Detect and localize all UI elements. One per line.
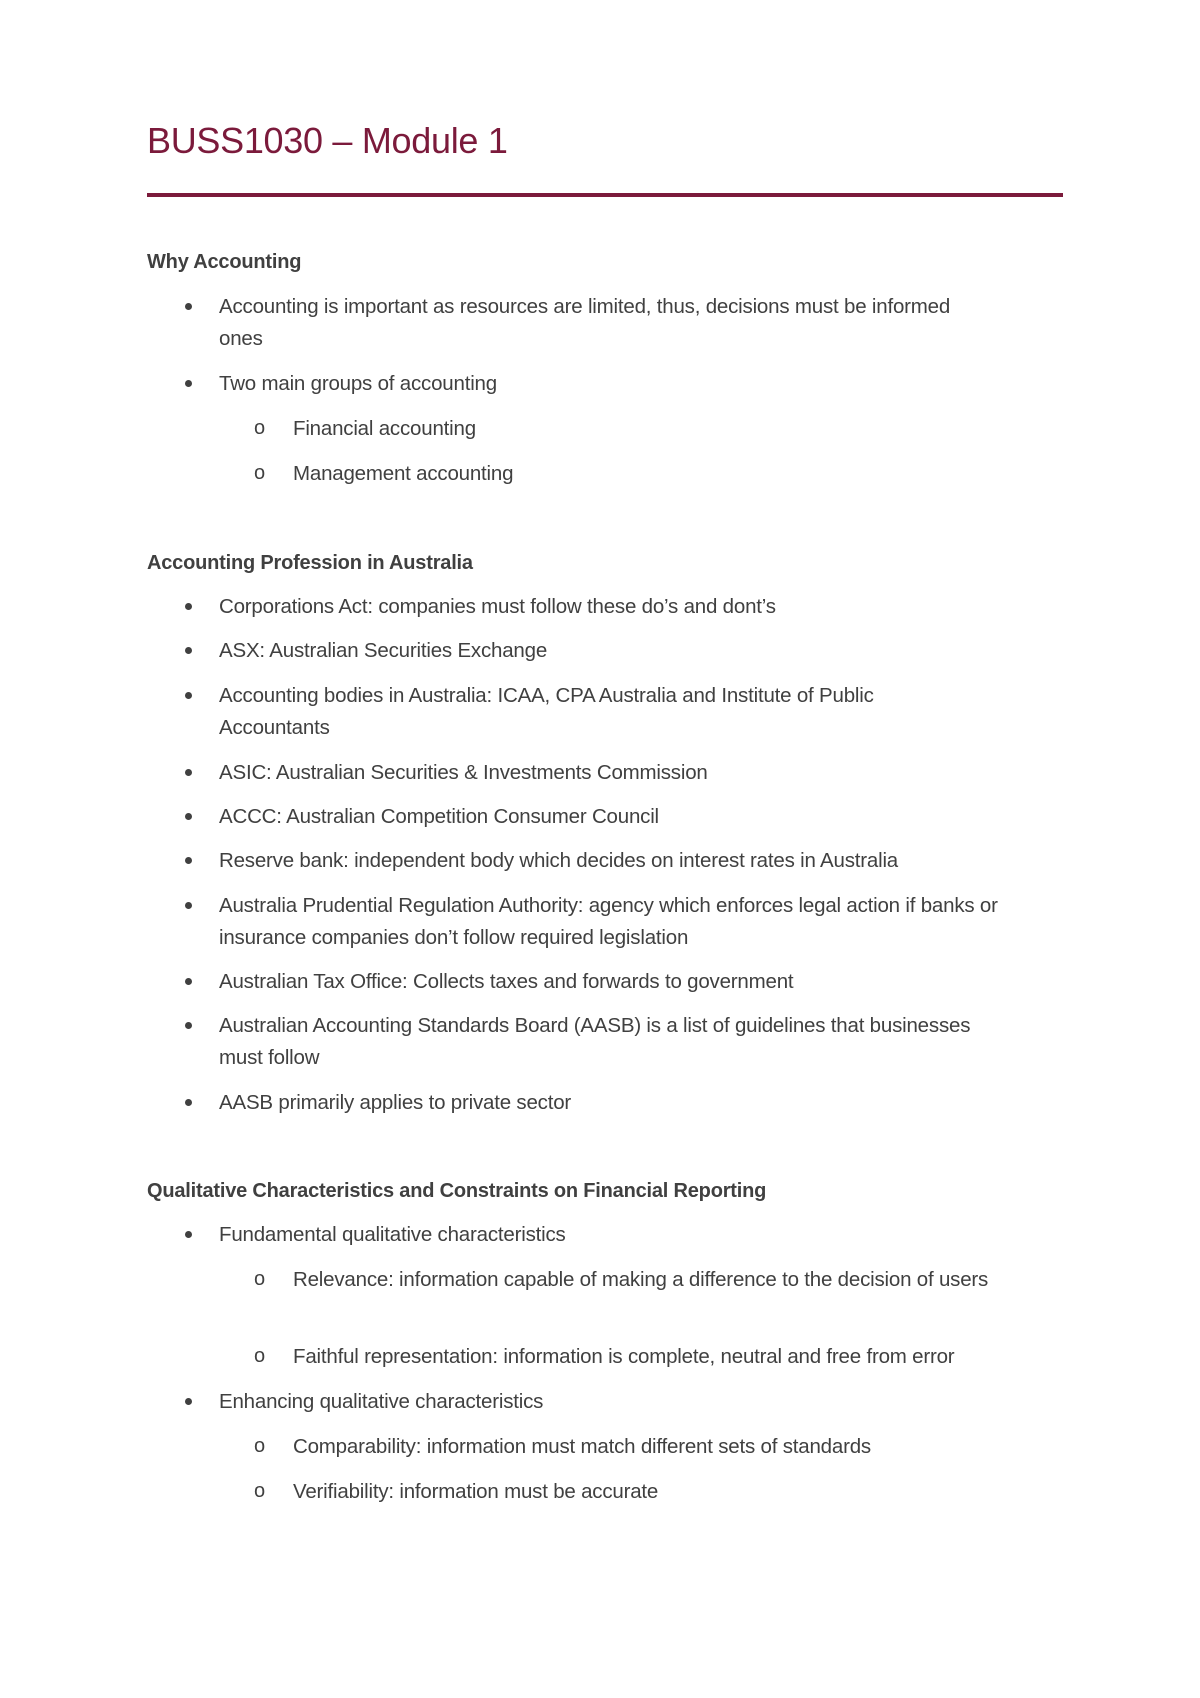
bullet-icon [185,303,192,310]
document-title: BUSS1030 – Module 1 [147,120,508,161]
section-heading-qualitative-characteristics: Qualitative Characteristics and Constraints on Financial Reporting [147,1180,767,1202]
list-item-text: Comparability: information must match different sets of standards [293,1435,871,1458]
circle-bullet-icon: o [254,1345,265,1367]
bullet-icon [185,1022,192,1029]
list-item-text: ACCC: Australian Competition Consumer Council [219,805,659,828]
list-item-text: ASIC: Australian Securities & Investments Commission [219,761,708,784]
list-item-text: Fundamental qualitative characteristics [219,1223,566,1246]
list-item-text: Management accounting [293,462,514,485]
bullet-icon [185,902,192,909]
list-item-text: Accounting is important as resources are limited, thus, decisions must be informed ones [219,295,951,350]
circle-bullet-icon: o [254,417,265,439]
list-item-text: Financial accounting [293,417,476,440]
bullet-icon [185,692,192,699]
bullet-icon [185,603,192,610]
list-item-text: Relevance: information capable of making a difference to the decision of users [293,1268,989,1291]
bullet-icon [185,647,192,654]
circle-bullet-icon: o [254,1435,265,1457]
list-item-text: ASX: Australian Securities Exchange [219,639,548,662]
list-item-text: Corporations Act: companies must follow these do’s and dont’s [219,595,776,618]
list-item-text: Accounting bodies in Australia: ICAA, CPA Australia and Institute of Public Accountants [219,684,874,739]
title-divider [147,193,1063,197]
circle-bullet-icon: o [254,1480,265,1502]
section-heading-accounting-profession: Accounting Profession in Australia [147,552,473,574]
bullet-icon [185,857,192,864]
section-heading-why-accounting: Why Accounting [147,251,302,273]
list-item-text: Australian Tax Office: Collects taxes and forwards to government [219,970,794,993]
bullet-icon [185,769,192,776]
list-item-text: AASB primarily applies to private sector [219,1091,572,1114]
list-item-text: Australia Prudential Regulation Authority: agency which enforces legal action if banks or insurance companies don’t follow required legislation [219,894,998,949]
list-item-text: Reserve bank: independent body which decides on interest rates in Australia [219,849,899,872]
bullet-icon [185,380,192,387]
list-item-text: Faithful representation: information is complete, neutral and free from error [293,1345,955,1368]
list-item-text: Australian Accounting Standards Board (AASB) is a list of guidelines that businesses must follow [219,1014,971,1069]
bullet-icon [185,1398,192,1405]
bullet-icon [185,1099,192,1106]
bullet-icon [185,978,192,985]
list-item-text: Two main groups of accounting [219,372,497,395]
bullet-icon [185,1231,192,1238]
list-item-text: Enhancing qualitative characteristics [219,1390,544,1413]
bullet-icon [185,813,192,820]
list-item-text: Verifiability: information must be accurate [293,1480,659,1503]
circle-bullet-icon: o [254,462,265,484]
circle-bullet-icon: o [254,1268,265,1290]
